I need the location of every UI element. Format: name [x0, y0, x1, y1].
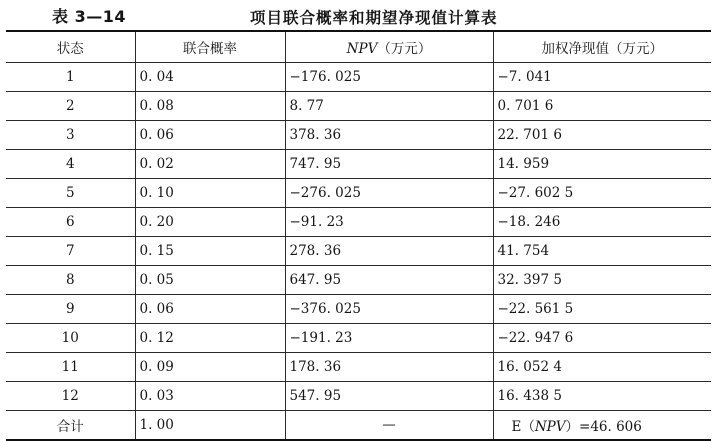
total-npv: — — [285, 411, 493, 441]
joint-probability-cell: 0. 05 — [135, 266, 285, 295]
state-cell: 9 — [6, 295, 135, 324]
joint-probability-cell: 0. 20 — [135, 208, 285, 237]
npv-cell: 8. 77 — [285, 92, 493, 121]
state-cell: 3 — [6, 121, 135, 150]
state-cell: 5 — [6, 179, 135, 208]
header-npv-unit: （万元） — [377, 41, 432, 57]
table-row — [6, 382, 711, 411]
joint-probability-cell: 0. 12 — [135, 324, 285, 353]
joint-probability-cell: 0. 04 — [135, 63, 285, 92]
weighted-npv-cell: 41. 754 — [493, 237, 711, 266]
total-label: 合计 — [6, 411, 135, 441]
table-header-row — [6, 31, 711, 63]
weighted-npv-cell: −18. 246 — [493, 208, 711, 237]
weighted-npv-cell: 16. 052 4 — [493, 353, 711, 382]
state-cell: 12 — [6, 382, 135, 411]
table-row — [6, 237, 711, 266]
table-row — [6, 63, 711, 92]
weighted-npv-cell: 14. 959 — [493, 150, 711, 179]
npv-cell: −276. 025 — [285, 179, 493, 208]
joint-probability-cell: 0. 08 — [135, 92, 285, 121]
npv-cell: 647. 95 — [285, 266, 493, 295]
table-row — [6, 324, 711, 353]
weighted-npv-cell: 22. 701 6 — [493, 121, 711, 150]
header-npv-symbol: NPV — [346, 41, 378, 57]
state-cell: 2 — [6, 92, 135, 121]
npv-cell: −176. 025 — [285, 63, 493, 92]
weighted-npv-cell: 32. 397 5 — [493, 266, 711, 295]
table-title: 项目联合概率和期望净现值计算表 — [250, 9, 498, 27]
table-row — [6, 179, 711, 208]
weighted-npv-cell: −22. 561 5 — [493, 295, 711, 324]
npv-cell: −191. 23 — [285, 324, 493, 353]
npv-cell: −376. 025 — [285, 295, 493, 324]
expected-npv-symbol: NPV — [534, 419, 566, 435]
joint-probability-cell: 0. 10 — [135, 179, 285, 208]
table-row — [6, 266, 711, 295]
expected-npv-prefix: E（ — [511, 419, 535, 435]
table-row — [6, 150, 711, 179]
weighted-npv-cell: −7. 041 — [493, 63, 711, 92]
table-row — [6, 208, 711, 237]
npv-cell: 747. 95 — [285, 150, 493, 179]
npv-cell: 178. 36 — [285, 353, 493, 382]
npv-cell: 378. 36 — [285, 121, 493, 150]
header-weighted-npv: 加权净现值（万元） — [493, 31, 711, 63]
table-row — [6, 121, 711, 150]
weighted-npv-cell: 0. 701 6 — [493, 92, 711, 121]
table-number: 表 3—14 — [52, 7, 126, 26]
state-cell: 8 — [6, 266, 135, 295]
npv-cell: 278. 36 — [285, 237, 493, 266]
table-body — [6, 63, 711, 411]
weighted-npv-cell: −22. 947 6 — [493, 324, 711, 353]
state-cell: 4 — [6, 150, 135, 179]
joint-probability-cell: 0. 06 — [135, 121, 285, 150]
header-joint-probability: 联合概率 — [135, 31, 285, 63]
state-cell: 1 — [6, 63, 135, 92]
state-cell: 11 — [6, 353, 135, 382]
expected-npv — [493, 411, 711, 441]
state-cell: 7 — [6, 237, 135, 266]
state-cell: 10 — [6, 324, 135, 353]
joint-probability-cell: 0. 15 — [135, 237, 285, 266]
joint-probability-cell: 0. 06 — [135, 295, 285, 324]
weighted-npv-cell: 16. 438 5 — [493, 382, 711, 411]
header-npv — [285, 31, 493, 63]
table-row — [6, 295, 711, 324]
total-row — [6, 411, 711, 441]
table-row — [6, 353, 711, 382]
joint-probability-cell: 0. 03 — [135, 382, 285, 411]
total-probability: 1. 00 — [135, 411, 285, 441]
npv-cell: 547. 95 — [285, 382, 493, 411]
npv-calculation-table — [6, 30, 711, 441]
joint-probability-cell: 0. 02 — [135, 150, 285, 179]
header-state: 状态 — [6, 31, 135, 63]
npv-cell: −91. 23 — [285, 208, 493, 237]
table-row — [6, 92, 711, 121]
weighted-npv-cell: −27. 602 5 — [493, 179, 711, 208]
expected-npv-value: ）=46. 606 — [565, 419, 642, 435]
joint-probability-cell: 0. 09 — [135, 353, 285, 382]
state-cell: 6 — [6, 208, 135, 237]
